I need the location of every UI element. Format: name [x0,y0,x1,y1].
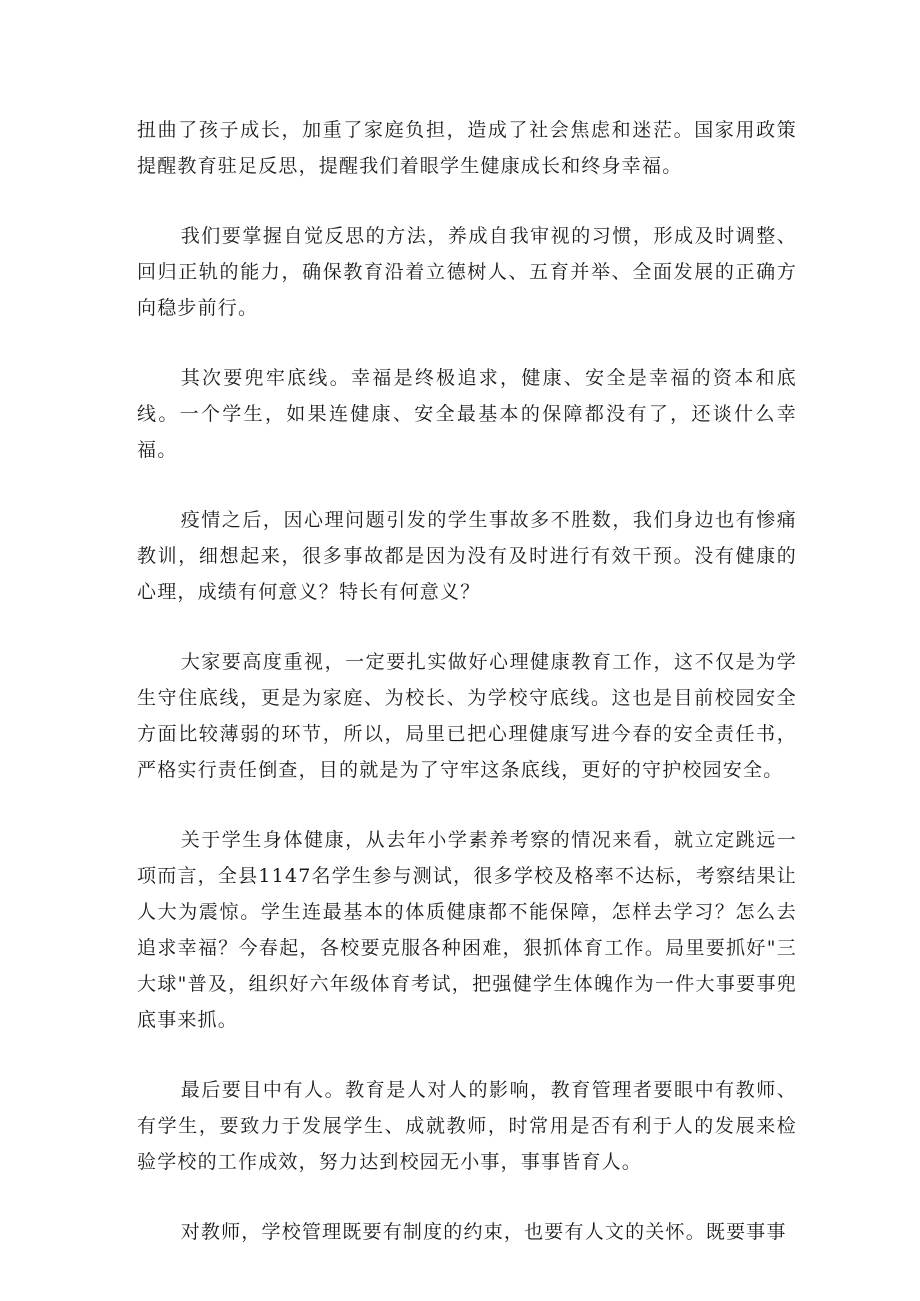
paragraph: 疫情之后，因心理问题引发的学生事故多不胜数，我们身边也有惨痛教训，细想起来，很多事故都是因为没有及时进行有效干预。没有健康的心理，成绩有何意义？特长有何意义？ [137,509,797,603]
paragraph: 其次要兜牢底线。幸福是终极追求，健康、安全是幸福的资本和底线。一个学生，如果连健康、安全最基本的保障都没有了，还谈什么幸福。 [137,367,797,461]
paragraph-continued: 扭曲了孩子成长，加重了家庭负担，造成了社会焦虑和迷茫。国家用政策提醒教育驻足反思，提醒我们着眼学生健康成长和终身幸福。 [137,119,797,177]
paragraph: 大家要高度重视，一定要扎实做好心理健康教育工作，这不仅是为学生守住底线，更是为家庭、为校长、为学校守底线。这也是目前校园安全方面比较薄弱的环节，所以，局里已把心理健康写进今春的安全责任书，严格实行责任倒查，目的就是为了守牢这条底线，更好的守护校园安全。 [137,651,797,781]
paragraph: 我们要掌握自觉反思的方法，养成自我审视的习惯，形成及时调整、回归正轨的能力，确保教育沿着立德树人、五育并举、全面发展的正确方向稳步前行。 [137,225,797,319]
paragraph-truncated: 对教师，学校管理既要有制度的约束，也要有人文的关怀。既要事事 [180,1221,787,1243]
document-body [137,112,797,1284]
paragraph: 关于学生身体健康，从去年小学素养考察的情况来看，就立定跳远一项而言，全县1147名学生参与测试，很多学校及格率不达标，考察结果让人大为震惊。学生连最基本的体质健康都不能保障，怎样去学习？怎么去追求幸福？今春起，各校要克服各种困难，狠抓体育工作。局里要抓好"三大球"普及，组织好六年级体育考试，把强健学生体魄作为一件大事要事兜底事来抓。 [137,829,797,1031]
paragraph: 最后要目中有人。教育是人对人的影响，教育管理者要眼中有教师、有学生，要致力于发展学生、成就教师，时常用是否有利于人的发展来检验学校的工作成效，努力达到校园无小事，事事皆育人。 [137,1079,797,1173]
